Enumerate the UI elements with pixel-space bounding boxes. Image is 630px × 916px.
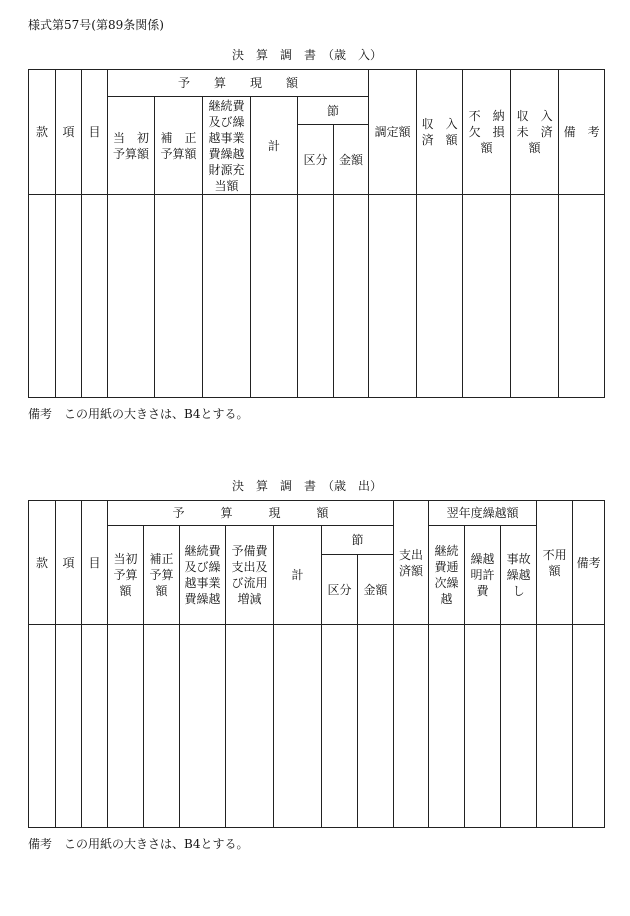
- header-next-year-carryover: 翌年度繰越額: [429, 501, 537, 526]
- cell-received[interactable]: [417, 195, 463, 398]
- revenue-table: [28, 69, 605, 398]
- header-kingaku: 金額: [358, 555, 394, 625]
- header-explicit: 繰越 明許 費: [465, 526, 501, 625]
- header-kingaku: 金額: [334, 125, 369, 195]
- cell-initial[interactable]: [108, 195, 155, 398]
- header-setsu: 節: [322, 526, 394, 555]
- cell-initial[interactable]: [108, 625, 144, 828]
- header-supplementary: 補正 予算 額: [144, 526, 180, 625]
- table-row: [29, 195, 605, 398]
- cell-kubun[interactable]: [322, 625, 358, 828]
- cell-kou[interactable]: [56, 195, 82, 398]
- cell-total[interactable]: [251, 195, 298, 398]
- cell-supplementary[interactable]: [155, 195, 203, 398]
- header-kou: 項: [56, 501, 82, 625]
- revenue-title: 決 算 調 書 （歳 入）: [232, 48, 383, 62]
- cell-kou[interactable]: [56, 625, 82, 828]
- cell-accident[interactable]: [501, 625, 537, 828]
- cell-supplementary[interactable]: [144, 625, 180, 828]
- header-total: 計: [274, 526, 322, 625]
- cell-carryover[interactable]: [203, 195, 251, 398]
- header-kan: 款: [29, 501, 56, 625]
- cell-reserve[interactable]: [226, 625, 274, 828]
- cell-kubun[interactable]: [298, 195, 334, 398]
- revenue-note: 備考 この用紙の大きさは、B4とする。: [28, 407, 249, 421]
- cell-remarks[interactable]: [573, 625, 605, 828]
- cell-kan[interactable]: [29, 195, 56, 398]
- header-supplementary: 補 正 予算額: [155, 97, 203, 195]
- header-received: 収 入 済 額: [417, 70, 463, 195]
- expenditure-table: [28, 500, 605, 828]
- header-remarks: 備 考: [559, 70, 605, 195]
- header-accident: 事故 繰越 し: [501, 526, 537, 625]
- cell-unused[interactable]: [537, 625, 573, 828]
- header-current-budget: 予 算 現 額: [108, 501, 394, 526]
- cell-unreceived[interactable]: [511, 195, 559, 398]
- header-kubun: 区分: [322, 555, 358, 625]
- cell-moku[interactable]: [82, 195, 108, 398]
- header-kou: 項: [56, 70, 82, 195]
- header-unused: 不用 額: [537, 501, 573, 625]
- header-paid: 支出 済額: [394, 501, 429, 625]
- expenditure-note: 備考 この用紙の大きさは、B4とする。: [28, 837, 249, 851]
- cell-kan[interactable]: [29, 625, 56, 828]
- expenditure-title: 決 算 調 書 （歳 出）: [232, 479, 383, 493]
- header-carryover: 継続費 及び繰 越事業 費繰越: [180, 526, 226, 625]
- header-setsu: 節: [298, 97, 369, 125]
- header-moku: 目: [82, 70, 108, 195]
- header-remarks: 備考: [573, 501, 605, 625]
- header-deficit: 不 納 欠 損 額: [463, 70, 511, 195]
- header-moku: 目: [82, 501, 108, 625]
- header-initial: 当初 予算 額: [108, 526, 144, 625]
- table-row: [29, 625, 605, 828]
- cell-remarks[interactable]: [559, 195, 605, 398]
- form-number: 様式第57号(第89条関係): [28, 18, 164, 32]
- header-current-budget: 予 算 現 額: [108, 70, 369, 97]
- cell-continuing[interactable]: [429, 625, 465, 828]
- header-total: 計: [251, 97, 298, 195]
- cell-deficit[interactable]: [463, 195, 511, 398]
- cell-explicit[interactable]: [465, 625, 501, 828]
- header-reserve: 予備費 支出及 び流用 増減: [226, 526, 274, 625]
- cell-kingaku[interactable]: [334, 195, 369, 398]
- cell-assessed[interactable]: [369, 195, 417, 398]
- header-carryover: 継続費 及び繰 越事業 費繰越 財源充 当額: [203, 97, 251, 195]
- header-kubun: 区分: [298, 125, 334, 195]
- cell-paid[interactable]: [394, 625, 429, 828]
- header-assessed: 調定額: [369, 70, 417, 195]
- cell-carryover[interactable]: [180, 625, 226, 828]
- header-unreceived: 収 入 未 済 額: [511, 70, 559, 195]
- header-kan: 款: [29, 70, 56, 195]
- cell-moku[interactable]: [82, 625, 108, 828]
- header-continuing: 継続 費逓 次繰 越: [429, 526, 465, 625]
- cell-kingaku[interactable]: [358, 625, 394, 828]
- header-initial: 当 初 予算額: [108, 97, 155, 195]
- cell-total[interactable]: [274, 625, 322, 828]
